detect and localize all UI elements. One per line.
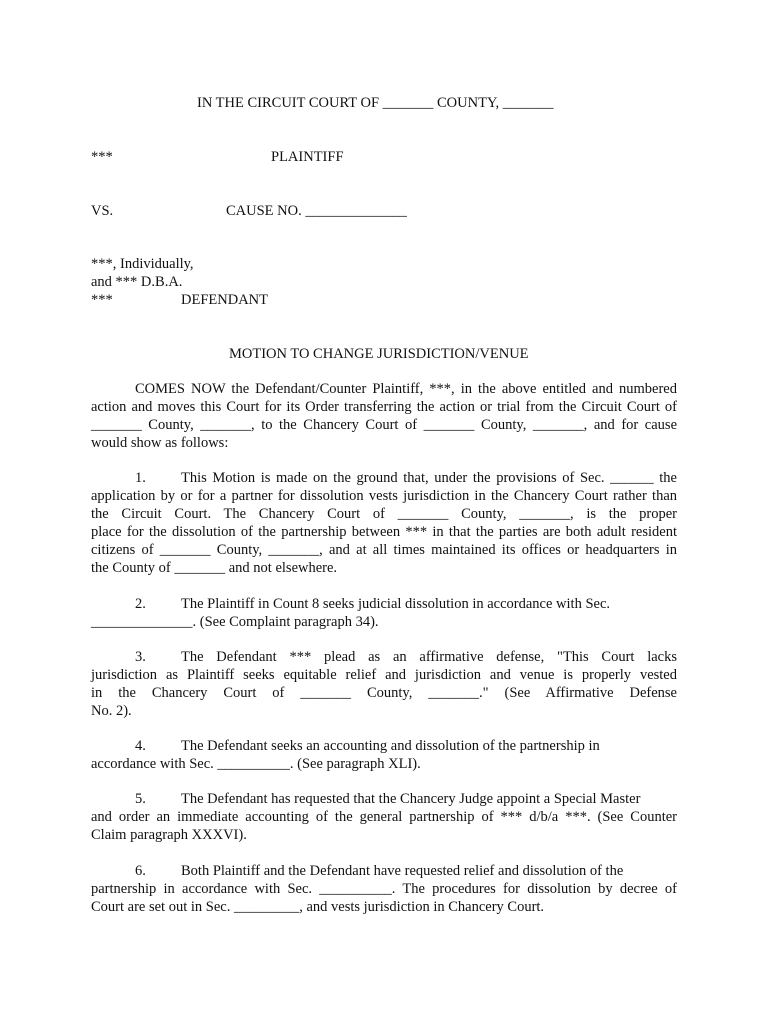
paragraph-number: 1. [135,470,146,486]
paragraph-line: place for the dissolution of the partnership between *** in that the parties are both adult resident [91,524,677,540]
paragraph-number: 3. [135,649,146,665]
court-heading: IN THE CIRCUIT COURT OF _______ COUNTY, _______ [197,95,554,111]
intro-paragraph [91,380,677,452]
numbered-paragraph-2 [91,595,677,631]
numbered-paragraph-1 [91,469,677,577]
numbered-paragraph-4 [91,737,677,773]
paragraph-line: 4. The Defendant seeks an accounting and dissolution of the partnership in [135,738,600,754]
paragraph-line: ______________. (See Complaint paragraph 34). [91,614,379,630]
paragraph-number: 4. [135,738,146,754]
versus-label: VS. [91,203,114,219]
intro-line: _______ County, _______, to the Chancery Court of _______ County, _______, and for cause [91,417,677,433]
paragraph-line: partnership in accordance with Sec. __________. The procedures for dissolution by decree of [91,881,677,897]
paragraph-line: citizens of _______ County, _______, and at all times maintained its offices or headquarters in [91,542,677,558]
paragraph-line: 2. The Plaintiff in Count 8 seeks judicial dissolution in accordance with Sec. [135,596,611,612]
defendant-label: DEFENDANT [181,292,268,308]
paragraph-line: in the Chancery Court of _______ County, _______." (See Affirmative Defense [91,685,677,701]
paragraph-line: Court are set out in Sec. _________, and vests jurisdiction in Chancery Court. [91,899,545,915]
paragraph-line: and order an immediate accounting of the general partnership of *** d/b/a ***. (See Counter [91,809,677,825]
defendant-name-line2: and *** D.B.A. [91,274,183,290]
paragraph-line: 5. The Defendant has requested that the Chancery Judge appoint a Special Master [135,791,641,807]
numbered-paragraph-3 [91,648,677,720]
paragraph-number: 5. [135,791,146,807]
paragraph-line: accordance with Sec. __________. (See paragraph XLI). [91,756,421,772]
paragraph-line: 3. The Defendant *** plead as an affirmative defense, "This Court lacks [135,649,677,665]
paragraph-line: application by or for a partner for dissolution vests jurisdiction in the Chancery Court rather than [91,488,677,504]
intro-line: action and moves this Court for its Order transferring the action or trial from the Circuit Court of [91,399,677,415]
paragraph-line: the County of _______ and not elsewhere. [91,560,338,576]
cause-number: CAUSE NO. ______________ [226,203,407,219]
plaintiff-name: *** [91,149,113,165]
paragraph-line: the Circuit Court. The Chancery Court of _______ County, _______, is the proper [91,506,677,522]
paragraph-line: Claim paragraph XXXVI). [91,827,247,843]
numbered-paragraph-6 [91,862,677,916]
paragraph-line: jurisdiction as Plaintiff seeks equitable relief and jurisdiction and venue is properly vested [91,667,677,683]
defendant-name-line1: ***, Individually, [91,256,194,272]
paragraph-line: 6. Both Plaintiff and the Defendant have requested relief and dissolution of the [135,863,624,879]
paragraph-number: 2. [135,596,146,612]
paragraph-line: 1. This Motion is made on the ground that, under the provisions of Sec. ______ the [135,470,677,486]
paragraph-number: 6. [135,863,146,879]
numbered-paragraph-5 [91,790,677,844]
plaintiff-label: PLAINTIFF [271,149,344,165]
intro-line: would show as follows: [91,435,229,451]
intro-line: COMES NOW the Defendant/Counter Plaintiff, ***, in the above entitled and numbered [135,381,677,397]
motion-title: MOTION TO CHANGE JURISDICTION/VENUE [229,346,529,362]
paragraph-line: No. 2). [91,703,132,719]
defendant-name-line3: *** [91,292,113,308]
